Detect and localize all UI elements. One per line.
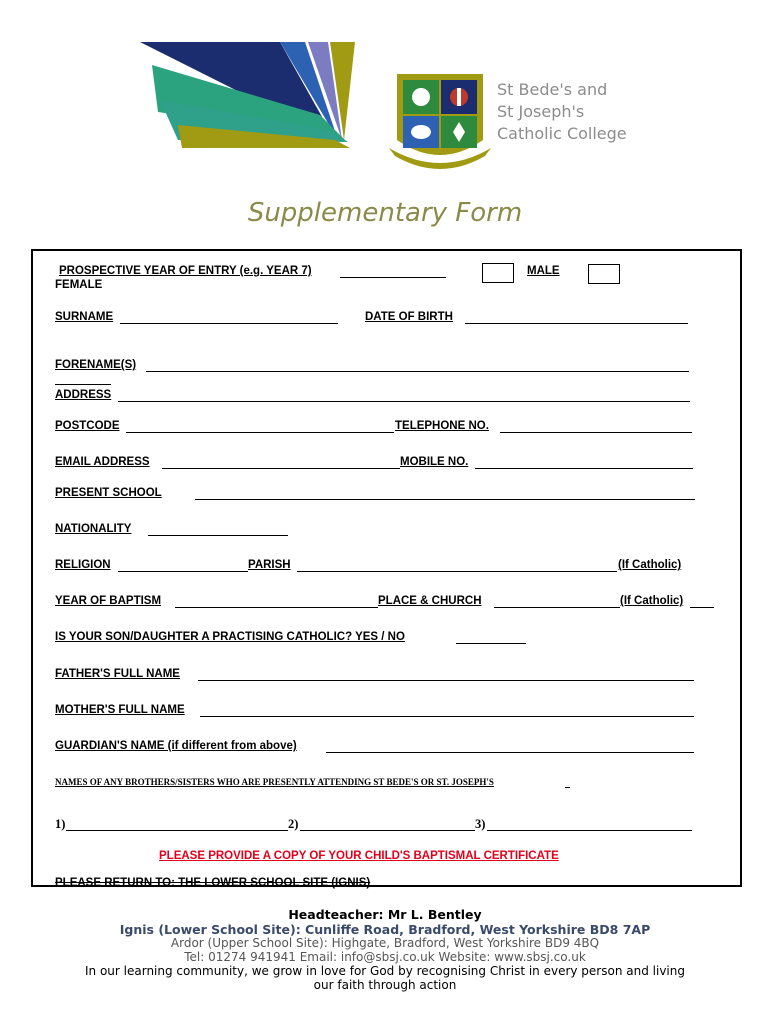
place-church-label: PLACE & CHURCH <box>378 595 482 607</box>
motto-line-2: our faith through action <box>313 978 457 992</box>
practising-catholic-question: IS YOUR SON/DAUGHTER A PRACTISING CATHOLIC? YES / NO <box>55 631 405 643</box>
school-name-line-1: St Bede's and <box>497 80 608 99</box>
nationality-field[interactable] <box>148 535 288 536</box>
mobile-field[interactable] <box>475 468 693 469</box>
header-fan-graphic <box>130 40 410 150</box>
headteacher-line: Headteacher: Mr L. Bentley <box>288 907 482 922</box>
religion-label: RELIGION <box>55 559 111 571</box>
siblings-label-tail <box>565 787 570 788</box>
siblings-label: NAMES OF ANY BROTHERS/SISTERS WHO ARE PRESENTLY ATTENDING ST BEDE'S OR ST. JOSEPH'S <box>55 777 494 787</box>
school-name-line-2: St Joseph's <box>497 102 585 121</box>
sibling-1-number: 1) <box>55 817 66 831</box>
surname-label: SURNAME <box>55 311 114 323</box>
entry-year-field[interactable] <box>340 277 446 278</box>
contact-line: Tel: 01274 941941 Email: info@sbsj.co.uk Website: www.sbsj.co.uk <box>184 950 586 964</box>
baptism-certificate-notice: PLEASE PROVIDE A COPY OF YOUR CHILD'S BAPTISMAL CERTIFICATE <box>159 850 559 862</box>
address-field[interactable] <box>118 401 690 402</box>
dob-field[interactable] <box>465 323 688 324</box>
parish-label: PARISH <box>248 559 291 571</box>
mobile-label: MOBILE NO. <box>400 456 469 468</box>
surname-field[interactable] <box>120 323 338 324</box>
mother-name-field[interactable] <box>200 716 694 717</box>
place-church-field[interactable] <box>494 607 620 608</box>
postcode-field[interactable] <box>126 432 394 433</box>
baptism-year-field[interactable] <box>175 607 378 608</box>
male-checkbox[interactable] <box>482 263 514 283</box>
page-title: Supplementary Form <box>247 198 523 228</box>
sibling-2-field[interactable] <box>300 830 475 831</box>
female-label: FEMALE <box>55 279 103 291</box>
father-name-field[interactable] <box>198 680 694 681</box>
upper-site-address: Ardor (Upper School Site): Highgate, Bradford, West Yorkshire BD9 4BQ <box>170 936 600 950</box>
present-school-label: PRESENT SCHOOL <box>55 487 162 499</box>
sibling-2-number: 2) <box>288 817 299 831</box>
school-name-line-3: Catholic College <box>497 124 627 143</box>
present-school-field[interactable] <box>195 499 695 500</box>
return-address-label: PLEASE RETURN TO: THE LOWER SCHOOL SITE (IGNIS) <box>55 877 371 889</box>
sibling-3-field[interactable] <box>487 830 692 831</box>
dob-label: DATE OF BIRTH <box>365 311 453 323</box>
nationality-label: NATIONALITY <box>55 523 132 535</box>
parish-field[interactable] <box>297 571 617 572</box>
father-name-label: FATHER'S FULL NAME <box>55 668 180 680</box>
email-field[interactable] <box>162 468 400 469</box>
telephone-field[interactable] <box>500 432 692 433</box>
forename-field-continued[interactable] <box>55 384 111 385</box>
entry-year-label: PROSPECTIVE YEAR OF ENTRY (e.g. YEAR 7) <box>59 265 312 277</box>
if-catholic-note-1: (If Catholic) <box>618 559 682 571</box>
forename-field[interactable] <box>146 371 689 372</box>
baptism-year-label: YEAR OF BAPTISM <box>55 595 162 607</box>
mother-name-label: MOTHER'S FULL NAME <box>55 704 185 716</box>
guardian-name-field[interactable] <box>326 752 694 753</box>
sibling-3-number: 3) <box>475 817 486 831</box>
address-label: ADDRESS <box>55 389 112 401</box>
postcode-label: POSTCODE <box>55 420 120 432</box>
if-catholic-note-2-line <box>690 607 714 608</box>
male-label: MALE <box>527 265 560 277</box>
if-catholic-note-2: (If Catholic) <box>620 595 684 607</box>
sibling-1-field[interactable] <box>66 830 288 831</box>
school-crest-logo <box>385 70 495 175</box>
practising-catholic-field[interactable] <box>456 643 526 644</box>
guardian-name-label: GUARDIAN'S NAME (if different from above) <box>55 740 297 752</box>
female-checkbox[interactable] <box>588 264 620 284</box>
forename-label: FORENAME(S) <box>55 359 137 371</box>
lower-site-address: Ignis (Lower School Site): Cunliffe Road, Bradford, West Yorkshire BD8 7AP <box>119 922 651 937</box>
email-label: EMAIL ADDRESS <box>55 456 150 468</box>
telephone-label: TELEPHONE NO. <box>395 420 489 432</box>
motto-line-1: In our learning community, we grow in love for God by recognising Christ in every person and living <box>85 964 685 978</box>
religion-field[interactable] <box>118 571 248 572</box>
